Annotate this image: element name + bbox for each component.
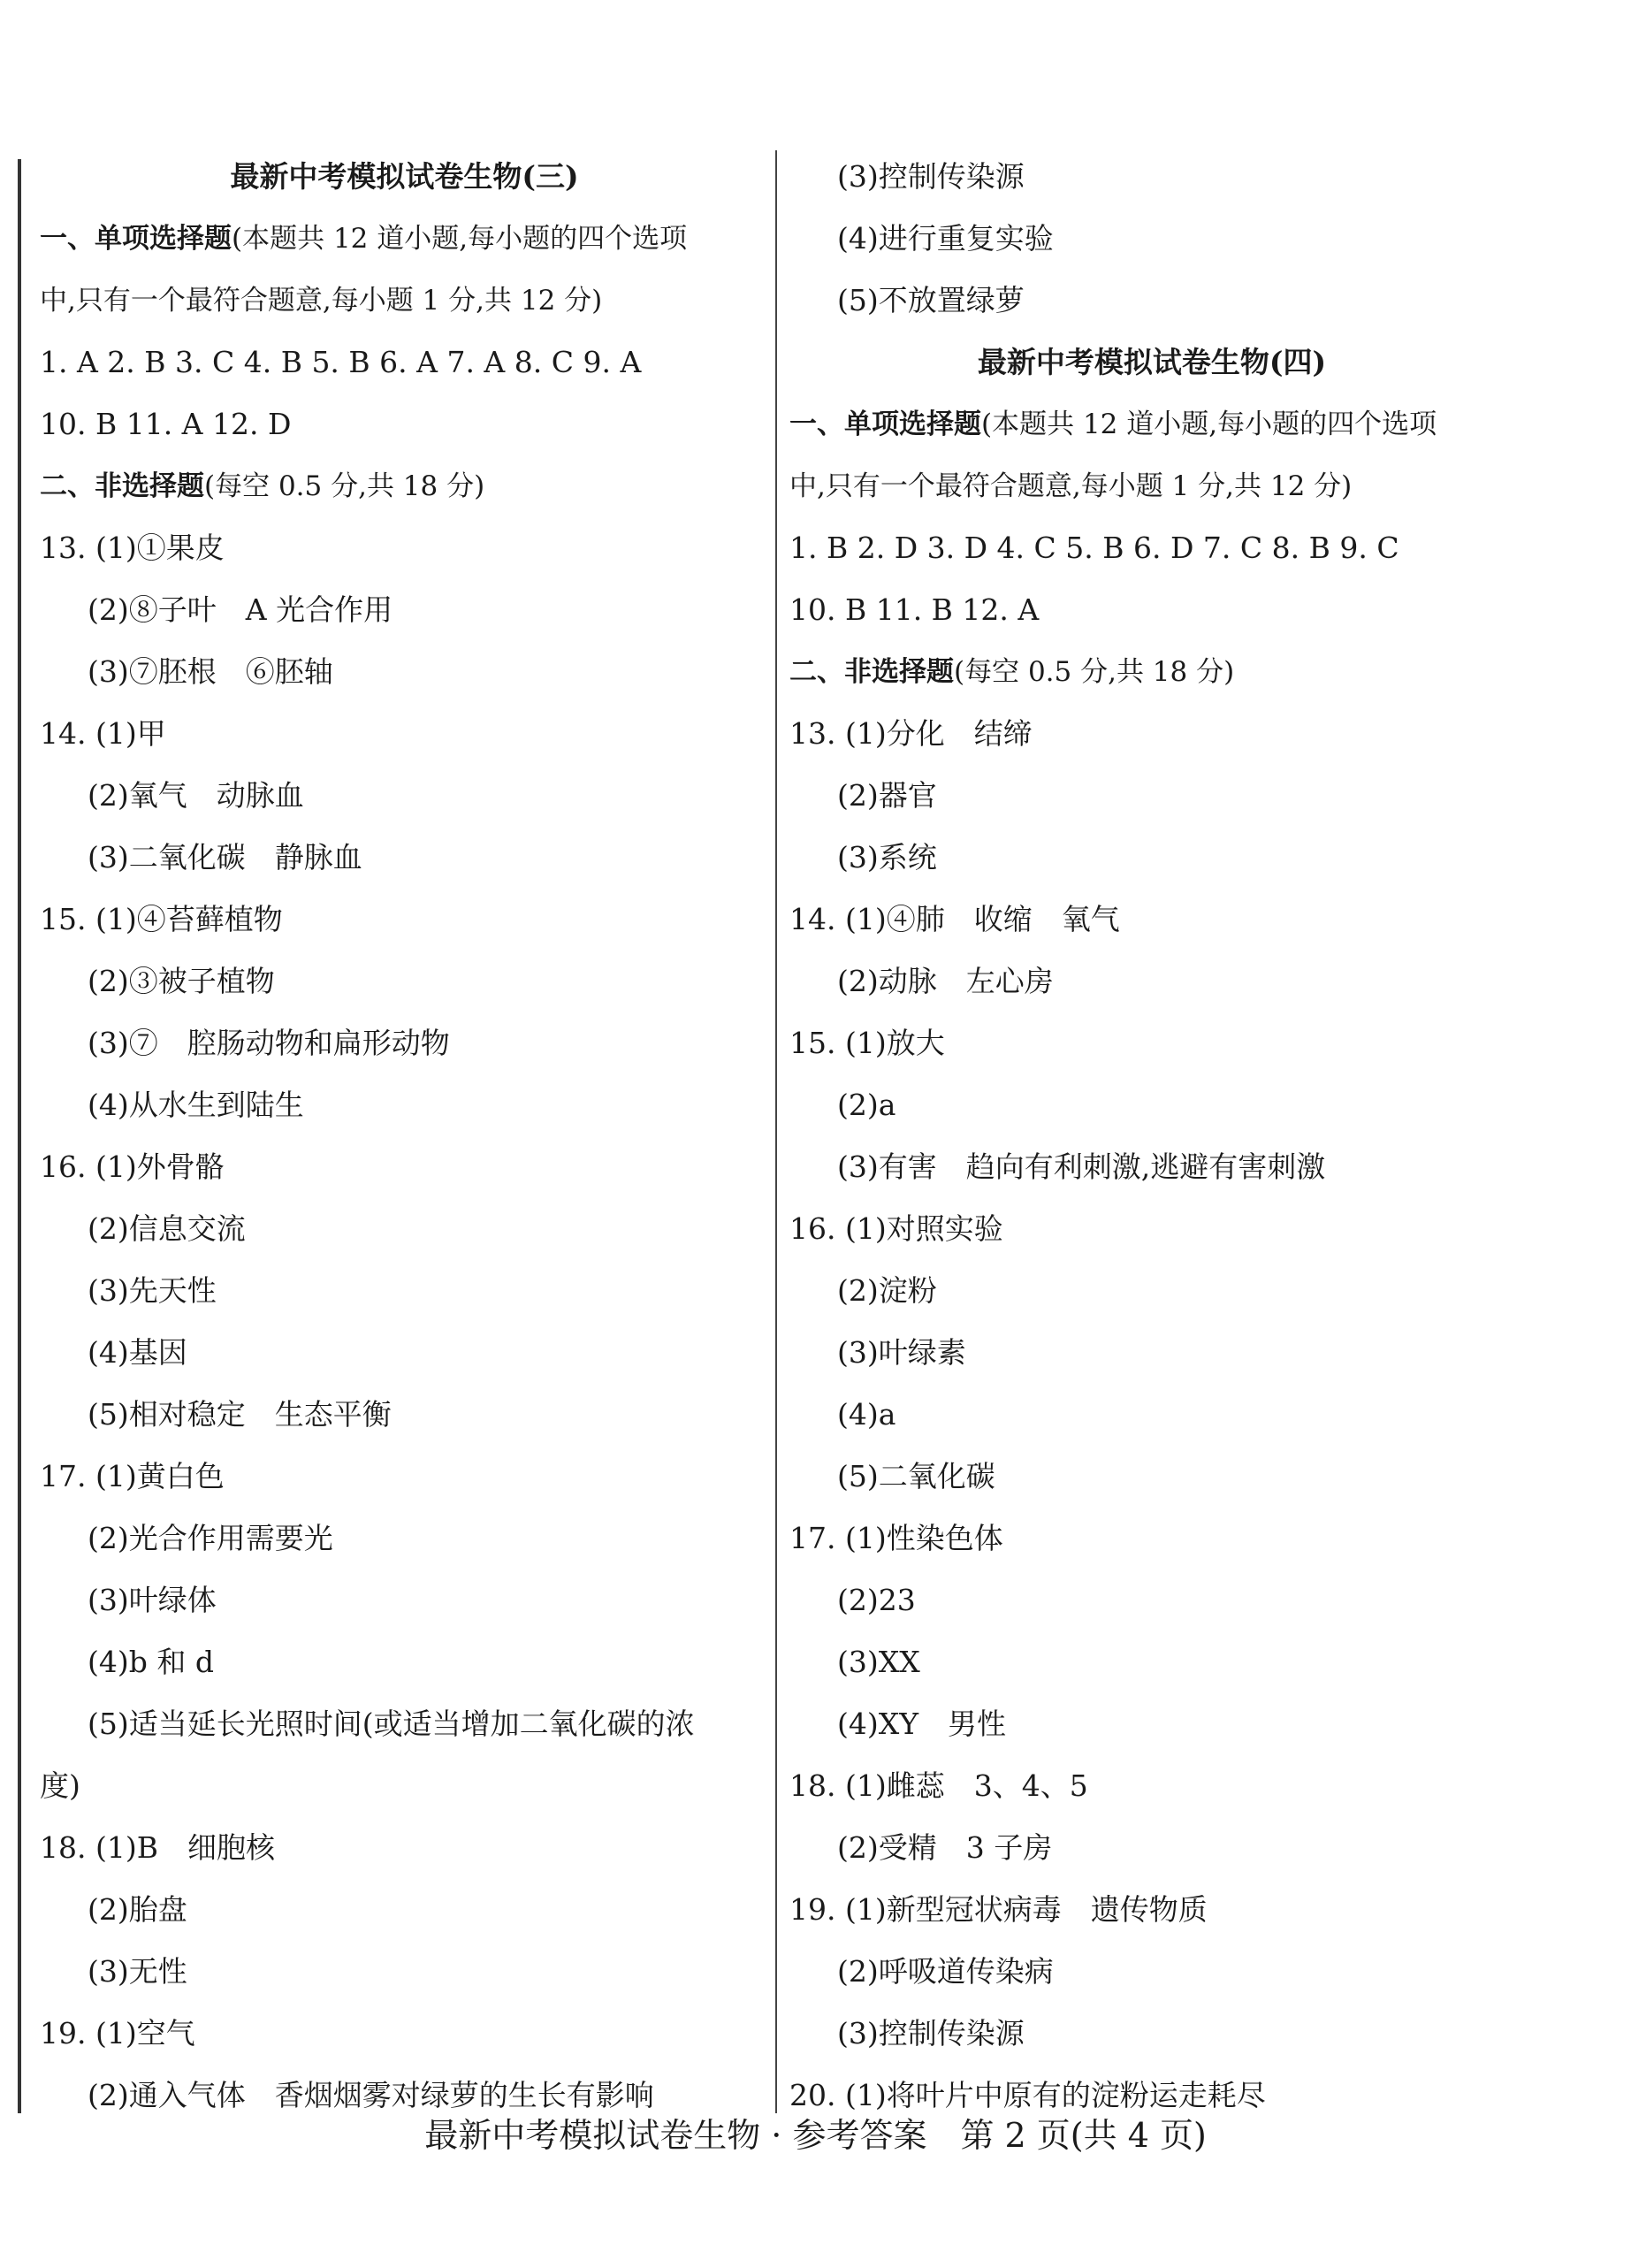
section-2-desc-4: (每空 0.5 分,共 18 分)	[954, 656, 1235, 688]
answer-16-4: (4)基因	[88, 1335, 187, 1370]
answer-14-2: (2)氧气 动脉血	[88, 778, 304, 813]
answer-15-4: (4)从水生到陆生	[88, 1088, 304, 1122]
answer-14-3: (3)二氧化碳 静脉血	[88, 840, 362, 874]
section-2-heading	[40, 455, 769, 517]
answer4-18-1: 18. (1)雌蕊 3、4、5	[789, 1768, 1088, 1803]
mc-answers-1-9: 1. A 2. B 3. C 4. B 5. B 6. A 7. A 8. C 9. A	[40, 345, 642, 379]
answer4-16-1: 16. (1)对照实验	[789, 1211, 1003, 1246]
answer4-15-2: (2)a	[837, 1088, 896, 1122]
mc-answers-1-9-4: 1. B 2. D 3. D 4. C 5. B 6. D 7. C 8. B 9. C	[789, 531, 1399, 565]
answer-18-1: 18. (1)B 细胞核	[40, 1830, 275, 1865]
answer-13-2: (2)⑧子叶 A 光合作用	[88, 592, 393, 627]
section-1-desc: (本题共 12 道小题,每小题的四个选项	[232, 223, 688, 255]
answer4-19-2: (2)呼吸道传染病	[837, 1954, 1054, 1989]
answer4-15-1: 15. (1)放大	[789, 1026, 945, 1060]
section-1-label-4: 一、单项选择题	[789, 409, 981, 440]
answer-17-5: (5)适当延长光照时间(或适当增加二氧化碳的浓	[88, 1707, 695, 1741]
answer4-20-1: 20. (1)将叶片中原有的淀粉运走耗尽	[789, 2078, 1266, 2112]
answer-17-3: (3)叶绿体	[88, 1583, 217, 1617]
answer-18-2: (2)胎盘	[88, 1892, 187, 1927]
answer-19-5: (5)不放置绿萝	[837, 283, 1025, 317]
answer4-13-3: (3)系统	[837, 840, 937, 874]
answer4-19-1: 19. (1)新型冠状病毒 遗传物质	[789, 1892, 1208, 1927]
exam-title-4: 最新中考模拟试卷生物(四)	[977, 345, 1327, 379]
answer4-17-3: (3)XX	[837, 1645, 920, 1679]
answer4-18-2: (2)受精 3 子房	[837, 1830, 1053, 1865]
section-2-desc: (每空 0.5 分,共 18 分)	[204, 470, 485, 502]
answer-17-5-cont: 度)	[40, 1768, 80, 1803]
answer-14-1: 14. (1)甲	[40, 716, 166, 751]
exam-title-3: 最新中考模拟试卷生物(三)	[230, 159, 579, 194]
answer4-16-2: (2)淀粉	[837, 1273, 937, 1308]
section-2-label-4: 二、非选择题	[789, 656, 954, 688]
section-1-desc-line2: 中,只有一个最符合题意,每小题 1 分,共 12 分)	[40, 285, 603, 317]
answer-15-2: (2)③被子植物	[88, 964, 275, 998]
answer4-13-2: (2)器官	[837, 778, 937, 813]
mc-answers-10-12-4: 10. B 11. B 12. A	[789, 592, 1040, 627]
answer4-17-1: 17. (1)性染色体	[789, 1521, 1003, 1555]
answer-13-1: 13. (1)①果皮	[40, 531, 225, 565]
answer-16-5: (5)相对稳定 生态平衡	[88, 1397, 392, 1432]
section-1-desc-4: (本题共 12 道小题,每小题的四个选项	[981, 409, 1437, 440]
answer4-13-1: 13. (1)分化 结缔	[789, 716, 1033, 751]
answer4-15-3: (3)有害 趋向有利刺激,逃避有害刺激	[837, 1149, 1326, 1184]
section-2-heading-4	[789, 641, 1514, 703]
answer-13-3: (3)⑦胚根 ⑥胚轴	[88, 654, 333, 689]
answer4-16-4: (4)a	[837, 1397, 896, 1432]
right-column	[789, 146, 1514, 2127]
left-column	[40, 146, 769, 2127]
answer-19-4: (4)进行重复实验	[837, 221, 1054, 256]
column-divider	[775, 150, 777, 2113]
section-1-desc-line2-4: 中,只有一个最符合题意,每小题 1 分,共 12 分)	[789, 470, 1353, 502]
answer-19-1: 19. (1)空气	[40, 2016, 195, 2050]
answer-17-4: (4)b 和 d	[88, 1645, 214, 1679]
section-1-heading-4	[789, 393, 1514, 455]
section-1-heading	[40, 208, 769, 270]
answer4-14-2: (2)动脉 左心房	[837, 964, 1054, 998]
section-1-label: 一、单项选择题	[40, 223, 232, 255]
answer4-17-4: (4)XY 男性	[837, 1707, 1007, 1741]
answer-17-2: (2)光合作用需要光	[88, 1521, 333, 1555]
answer-15-3: (3)⑦ 腔肠动物和扁形动物	[88, 1026, 450, 1060]
answer4-16-5: (5)二氧化碳	[837, 1459, 995, 1493]
page-edge-mark	[18, 159, 21, 2113]
answer4-19-3: (3)控制传染源	[837, 2016, 1025, 2050]
answer4-14-1: 14. (1)④肺 收缩 氧气	[789, 902, 1120, 936]
mc-answers-10-12: 10. B 11. A 12. D	[40, 407, 292, 441]
page-footer: 最新中考模拟试卷生物 · 参考答案 第 2 页(共 4 页)	[424, 2116, 1207, 2155]
answer-16-1: 16. (1)外骨骼	[40, 1149, 225, 1184]
answer-16-3: (3)先天性	[88, 1273, 217, 1308]
answer-15-1: 15. (1)④苔藓植物	[40, 902, 283, 936]
answer-19-2: (2)通入气体 香烟烟雾对绿萝的生长有影响	[88, 2078, 654, 2112]
answer4-17-2: (2)23	[837, 1583, 916, 1617]
section-2-label: 二、非选择题	[40, 470, 204, 502]
answer-16-2: (2)信息交流	[88, 1211, 246, 1246]
answer4-16-3: (3)叶绿素	[837, 1335, 966, 1370]
answer-18-3: (3)无性	[88, 1954, 187, 1989]
answer-19-3: (3)控制传染源	[837, 159, 1025, 194]
answer-17-1: 17. (1)黄白色	[40, 1459, 225, 1493]
